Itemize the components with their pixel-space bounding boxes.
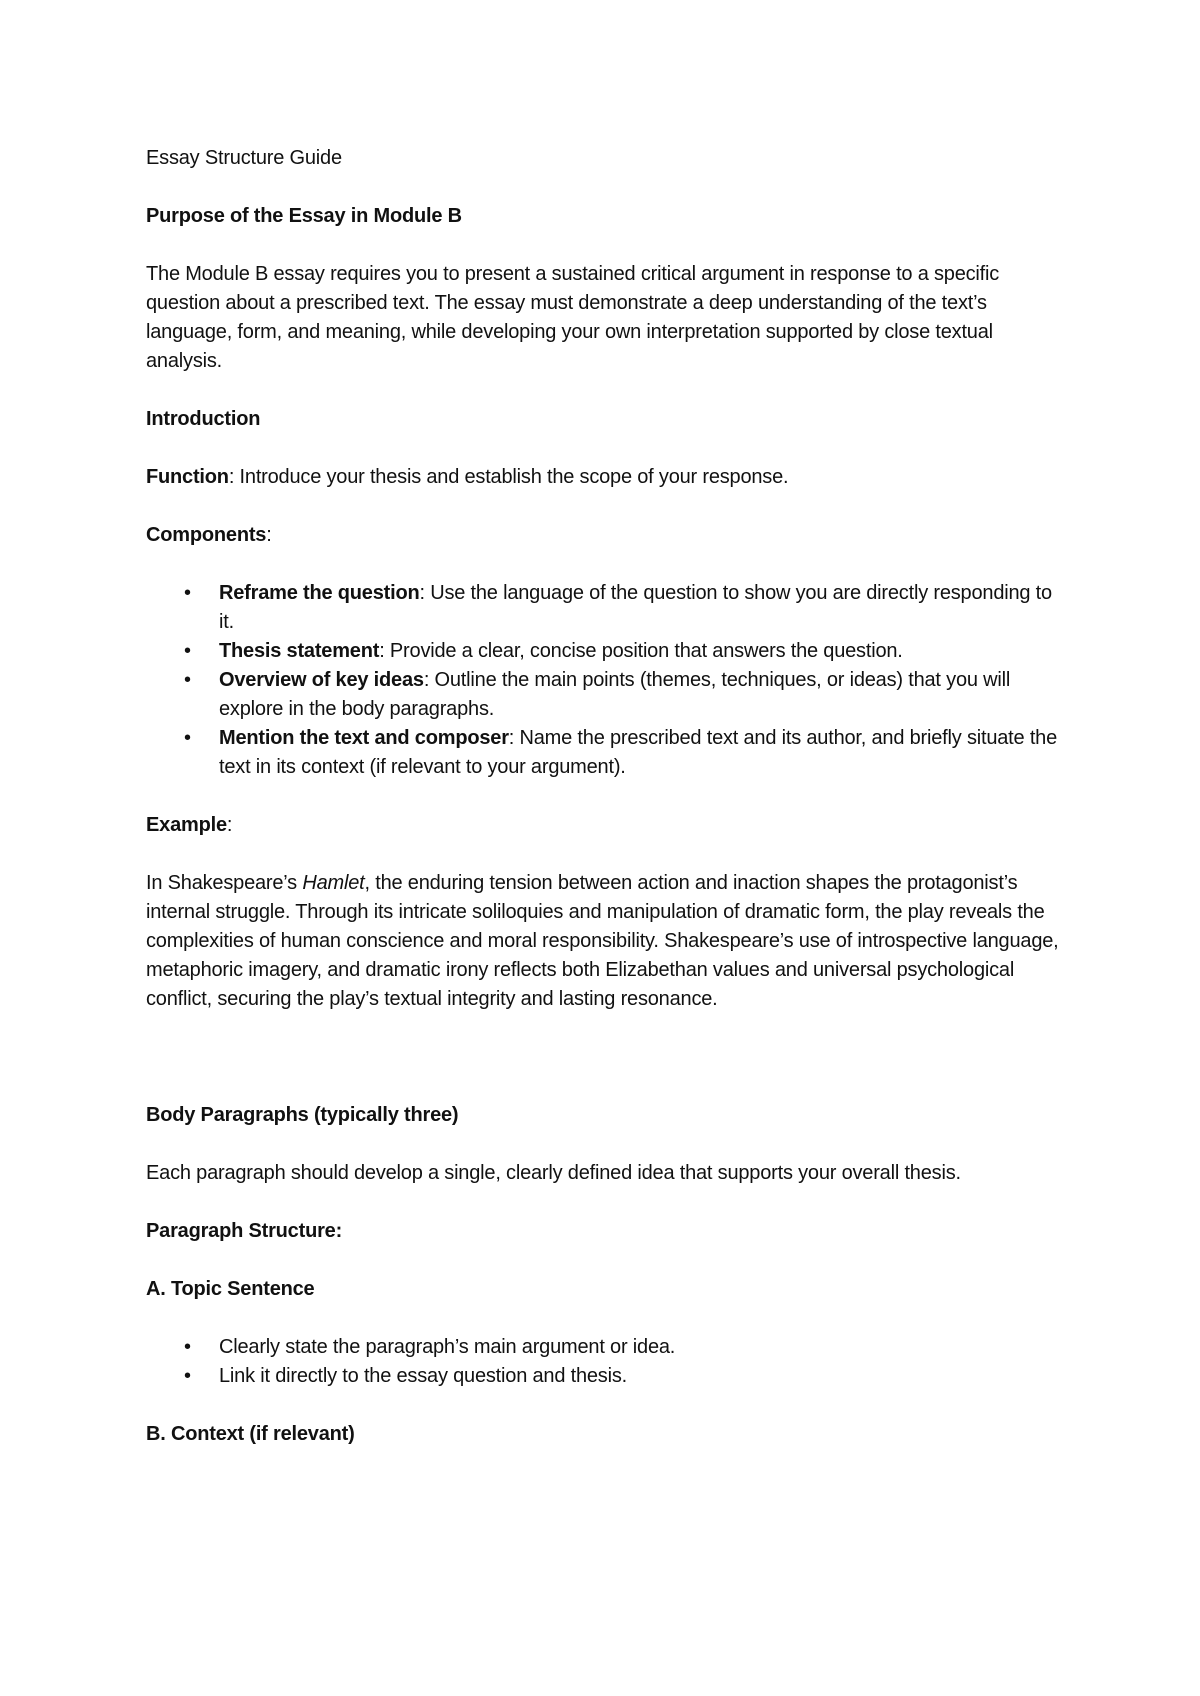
body-paragraphs-heading: Body Paragraphs (typically three)	[146, 1104, 459, 1126]
components-label: Components	[146, 524, 267, 546]
list-item	[146, 1333, 1066, 1362]
list-item-text: : Use the language of the question to show you are directly responding to it.	[219, 582, 1052, 633]
function-label: Function	[146, 466, 229, 488]
context-heading: B. Context (if relevant)	[146, 1423, 355, 1445]
introduction-heading: Introduction	[146, 408, 261, 430]
bullet-icon: •	[184, 640, 191, 662]
purpose-paragraph: The Module B essay requires you to present a sustained critical argument in response to a specific question about a prescribed text. The essay must demonstrate a deep understanding of the text’s language, form, and meaning, while developing your own interpretation supported by close textual analysis.	[146, 263, 1000, 372]
list-item-bold: Overview of key ideas	[219, 669, 424, 691]
example-colon: :	[226, 814, 233, 836]
document-title: Essay Structure Guide	[146, 147, 342, 169]
example-label: Example	[146, 814, 227, 836]
list-item-bold: Reframe the question	[219, 582, 420, 604]
list-item	[146, 724, 1066, 782]
bullet-icon: •	[184, 1365, 191, 1387]
list-item	[146, 637, 1066, 666]
list-item-text: : Name the prescribed text and its author, and briefly situate the text in its context (if relevant to your argument).	[219, 727, 1058, 778]
list-item-text: : Provide a clear, concise position that answers the question.	[379, 640, 903, 662]
list-item	[146, 666, 1066, 724]
components-list	[146, 579, 1066, 782]
example-pre: In Shakespeare’s	[146, 872, 303, 894]
components-line	[146, 521, 1066, 550]
list-item-text: Clearly state the paragraph’s main argument or idea.	[219, 1336, 676, 1358]
topic-sentence-list	[146, 1333, 1066, 1391]
list-item	[146, 1362, 1066, 1391]
bullet-icon: •	[184, 1336, 191, 1358]
list-item-bold: Thesis statement	[219, 640, 380, 662]
document-content	[146, 144, 1066, 1449]
function-text: : Introduce your thesis and establish the scope of your response.	[228, 466, 789, 488]
list-item	[146, 579, 1066, 637]
function-line	[146, 463, 1066, 492]
example-post: , the enduring tension between action and inaction shapes the protagonist’s internal struggle. Through its intricate soliloquies and manipulation of dramatic form, the play reveals the complexities of human conscience and moral responsibility. Shakespeare’s use of introspective language, metaphoric imagery, and dramatic irony reflects both Elizabethan values and universal psychological conflict, securing the play’s textual integrity and lasting resonance.	[146, 872, 1059, 1010]
topic-sentence-heading: A. Topic Sentence	[146, 1278, 315, 1300]
list-item-bold: Mention the text and composer	[219, 727, 509, 749]
example-line	[146, 811, 1066, 840]
components-colon: :	[266, 524, 272, 546]
bullet-icon: •	[184, 727, 191, 749]
example-paragraph	[146, 869, 1066, 1014]
bullet-icon: •	[184, 669, 191, 691]
body-paragraphs-text: Each paragraph should develop a single, clearly defined idea that supports your overall thesis.	[146, 1162, 961, 1184]
paragraph-structure-heading: Paragraph Structure:	[146, 1220, 343, 1242]
purpose-heading: Purpose of the Essay in Module B	[146, 205, 462, 227]
example-italic: Hamlet	[302, 872, 365, 894]
list-item-text: : Outline the main points (themes, techniques, or ideas) that you will explore in the body paragraphs.	[219, 669, 1011, 720]
list-item-text: Link it directly to the essay question and thesis.	[219, 1365, 628, 1387]
bullet-icon: •	[184, 582, 191, 604]
